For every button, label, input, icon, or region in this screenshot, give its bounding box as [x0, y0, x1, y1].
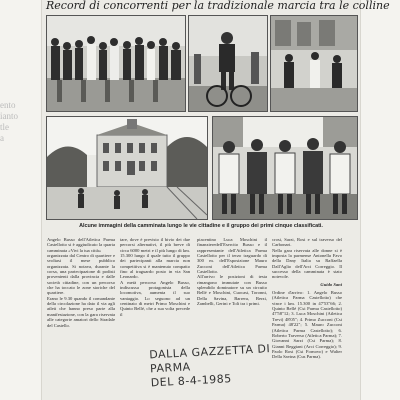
photo-cyclist [188, 15, 268, 112]
photo-villa [46, 116, 208, 220]
bleed-through-text: ento ianto tle a [0, 100, 18, 143]
photo-caption: Alcune immagini della camminata lungo le vie cittadine e il gruppo dei primi cinque classificati. [79, 223, 323, 229]
article-column-2 [120, 237, 190, 317]
article-column-4 [272, 237, 342, 360]
photo-walkers-group [46, 15, 186, 112]
paragraph: crosi, Sarzi, Rosi e sul traverso del Carbonari. [272, 237, 342, 248]
paragraph: tare, dove è previsto il bivio dei due percorsi alternativi, il più breve di circa 6000 metri e il più lungo di km. 15.300 lungo il quale tutto il gruppo dei partecipanti alla marcia non competitiva si è mantenuto compatto fino al traguardo posto in via San Leonardo. [120, 237, 190, 280]
results-list: Ordine d'arrivo: 1. Angelo Busso (Atletica Parma Castellotto) che vince i km. 15.300 in 47'53"66; 2. Quinto Bellé (Csi Parma Castellotto) 47'58"12; 3. Luca Moschini (Atletica Trevi) 48'05"; 4. Primo Zucconi (Csi Parma) 48'22"; 5. Mauro Zucconi (Atletica Parma Castellotto); 6. Roberto Traverso (Atletica Parma); 7. Giovanni Sarzi (Csi Parma); 8. Gianni Reggiani (Arci Correggio); 9. Paolo Rosi (Csi Fornovo) e Walter Della Savina (Cus Parma). [272, 290, 342, 360]
paragraph: piacentino Luca Moschini il finanzieredell'Esercito Busso e il rappresentante dell'Atletica Parma Castellotto per il terzo traguardo di 300 m. dell'Esposizione Mauro Zucconi dell'Atletica Parma Castellotto. [197, 237, 267, 275]
article-column-3 [197, 237, 267, 337]
paragraph: All'arrivo le posizioni di testa rimangono immutate con Busso splendido dominatore su un circuito Bellé e Moschini, Cuocasi, Toronni, Della Savina, Barrera, Berzi, Zambelli, Gerini e Toli tra i primi. [197, 274, 267, 307]
article-column-1 [47, 237, 115, 328]
author-signature: Guido Sani [320, 281, 342, 287]
photo-top-five [212, 116, 358, 220]
paragraph: Erano le 9.30 quando il comandante della circolazione ha dato il via agli atleti che hanno preso parte alla manifestazione, con la gara riservata alle categorie amatori dello Stradale del Castello. [47, 295, 115, 328]
handwritten-line: DEL 8-4-1985 [150, 372, 233, 390]
paragraph: A metà percorso Angelo Busso, indiscussa protagonista della locomotiva, aumenta il suo vantaggio. Lo seguono ad un centinaio di metri Primo Moschini e Quinto Bellé, che a sua volta precede il [120, 279, 190, 317]
paragraph: Angelo Busso dell'Atletica Parma Castellotto si è aggiudicato la quarta camminata «Vivi la tua città» [47, 237, 115, 253]
handwritten-line: DALLA GAZZETTA DI PARMA [148, 342, 271, 376]
photo-walkers-street [270, 15, 358, 112]
handwritten-note [149, 342, 281, 391]
paragraph: Nella gara riservata alle donne si è imposta la parmense Antonella Favo della Dany Italia su Raffaella Dall'Aglio dell'Arci Correggio. Il successo della camminata è stato notevole. [272, 247, 342, 280]
article-headline: Record di concorrenti per la tradizionale marcia tra le colline [46, 0, 390, 12]
paragraph: organizzata dal Centro di quartiere e svoltasi il mese pubblico organizzata. Si notava, durante la corsa, una partecipazione di podisti provenienti dalla provincia e dalle società cittadine, con un percorso che ha toccato le zone storiche del quartiere. [47, 253, 115, 296]
